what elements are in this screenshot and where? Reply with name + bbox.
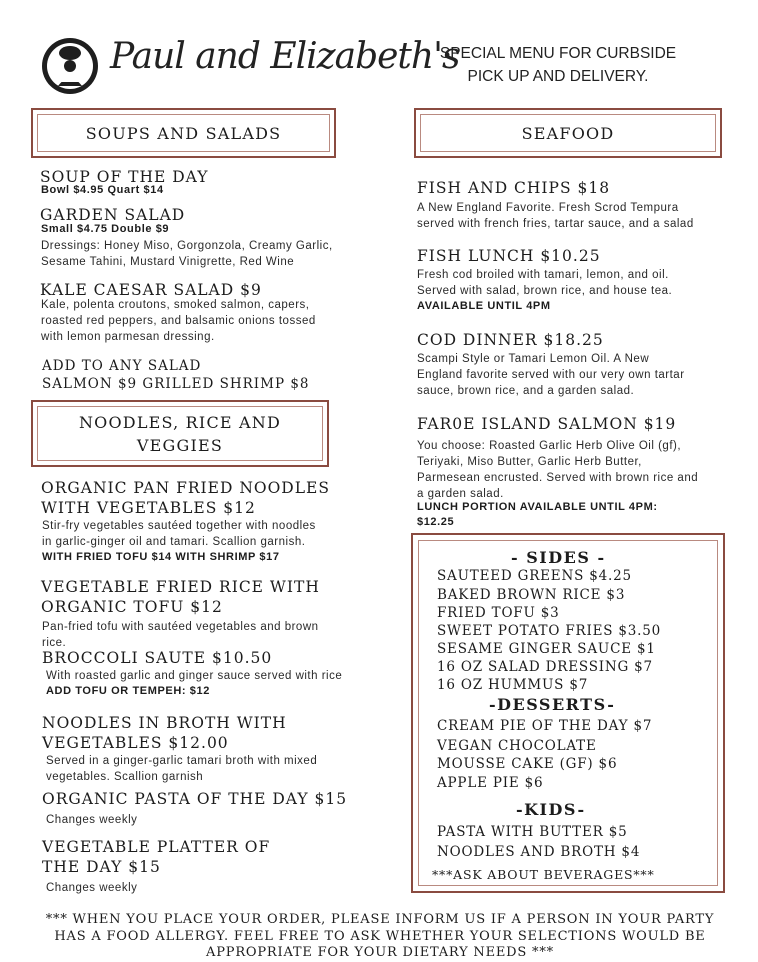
side-item: SAUTEED GREENS $4.25 bbox=[437, 568, 632, 584]
rice-desc-line: rice. bbox=[42, 637, 67, 649]
rice-title-line: VEGETABLE FRIED RICE WITH bbox=[41, 578, 320, 596]
allergy-notice bbox=[40, 912, 720, 962]
garden-salad-title: GARDEN SALAD bbox=[40, 206, 186, 224]
garden-salad-desc bbox=[41, 238, 333, 270]
soups-salads-header bbox=[31, 108, 336, 158]
sides-heading: - SIDES - bbox=[511, 548, 606, 567]
fish-desc-line: A New England Favorite. Fresh Scrod Tempura bbox=[417, 202, 679, 214]
kids-item: NOODLES AND BROTH $4 bbox=[437, 844, 641, 860]
salmon-desc bbox=[417, 438, 698, 502]
fried-rice-title bbox=[41, 577, 320, 617]
pasta-desc: Changes weekly bbox=[46, 814, 138, 826]
vegetable-platter-title bbox=[42, 837, 270, 877]
special-line-2: PICK UP AND DELIVERY. bbox=[467, 68, 649, 85]
special-line-1: SPECIAL MENU FOR CURBSIDE bbox=[439, 45, 677, 62]
rice-desc-line: Pan-fried tofu with sautéed vegetables and brown bbox=[42, 621, 319, 633]
cod-desc-line: England favorite served with our very own tartar bbox=[417, 369, 685, 381]
kids-item: PASTA WITH BUTTER $5 bbox=[437, 824, 628, 840]
broth-desc-line: Served in a ginger-garlic tamari broth with mixed bbox=[46, 755, 318, 767]
lunch-desc-line: Served with salad, brown rice, and house tea. bbox=[417, 285, 673, 297]
side-item: 16 OZ HUMMUS $7 bbox=[437, 677, 589, 693]
salmon-desc-line: a garden salad. bbox=[417, 488, 504, 500]
fried-rice-desc bbox=[42, 619, 319, 651]
seafood-header bbox=[414, 108, 722, 158]
kids-heading: -KIDS- bbox=[516, 800, 586, 819]
side-item: FRIED TOFU $3 bbox=[437, 605, 560, 621]
fish-chips-title: FISH AND CHIPS $18 bbox=[417, 179, 611, 197]
dessert-item: VEGAN CHOCOLATE bbox=[437, 738, 597, 754]
noodles-broth-title bbox=[42, 713, 287, 753]
salmon-desc-line: You choose: Roasted Garlic Herb Olive Oil (gf), bbox=[417, 440, 682, 452]
noodles-broth-desc bbox=[46, 753, 317, 785]
allergy-line: HAS A FOOD ALLERGY. FEEL FREE TO ASK WHETHER YOUR SELECTIONS WOULD BE bbox=[54, 928, 706, 944]
kale-desc-line: Kale, polenta croutons, smoked salmon, capers, bbox=[41, 299, 310, 311]
lunch-desc-line: Fresh cod broiled with tamari, lemon, and oil. bbox=[417, 269, 669, 281]
brand-name: Paul and Elizabeth's bbox=[110, 36, 460, 77]
allergy-line: *** WHEN YOU PLACE YOUR ORDER, PLEASE INFORM US IF A PERSON IN YOUR PARTY bbox=[45, 912, 715, 927]
garden-desc-line: Sesame Tahini, Mustard Vinigrette, Red Wine bbox=[41, 256, 295, 268]
beverages-note: ***ASK ABOUT BEVERAGES*** bbox=[432, 867, 655, 882]
noodles-rice-veggies-header bbox=[31, 400, 329, 467]
fish-lunch-availability: AVAILABLE UNTIL 4PM bbox=[417, 300, 551, 312]
desserts-heading: -DESSERTS- bbox=[489, 695, 616, 714]
dessert-item: MOUSSE CAKE (GF) $6 bbox=[437, 756, 618, 772]
rice-title-line: ORGANIC TOFU $12 bbox=[41, 598, 223, 616]
noodles-heading-line: VEGGIES bbox=[136, 435, 224, 455]
salmon-lunch-portion bbox=[417, 500, 658, 530]
seafood-heading: SEAFOOD bbox=[420, 114, 716, 152]
pan-desc-line: in garlic-ginger oil and tamari. Scallion garnish. bbox=[42, 536, 306, 548]
soups-salads-heading: SOUPS AND SALADS bbox=[37, 114, 330, 152]
chef-logo bbox=[40, 36, 100, 96]
broth-title-line: NOODLES IN BROTH WITH bbox=[42, 714, 287, 732]
salmon-desc-line: Parmesean encrusted. Served with brown rice and bbox=[417, 472, 699, 484]
side-item: SESAME GINGER SAUCE $1 bbox=[437, 641, 656, 657]
cod-dinner-title: COD DINNER $18.25 bbox=[417, 331, 604, 349]
pan-desc-line: Stir-fry vegetables sautéed together with noodles bbox=[42, 520, 316, 532]
broth-desc-line: vegetables. Scallion garnish bbox=[46, 771, 204, 783]
cod-desc-line: Scampi Style or Tamari Lemon Oil. A New bbox=[417, 353, 650, 365]
add-to-salad-options: SALMON $9 GRILLED SHRIMP $8 bbox=[42, 376, 310, 392]
kale-caesar-title: KALE CAESAR SALAD $9 bbox=[40, 281, 262, 299]
broccoli-saute-title: BROCCOLI SAUTE $10.50 bbox=[42, 649, 273, 667]
allergy-line: APPROPRIATE FOR YOUR DIETARY NEEDS *** bbox=[206, 945, 554, 960]
fish-lunch-desc bbox=[417, 267, 672, 299]
salmon-title: FAR0E ISLAND SALMON $19 bbox=[417, 415, 677, 433]
salmon-lunch-line: LUNCH PORTION AVAILABLE UNTIL 4PM: bbox=[417, 501, 658, 513]
kale-desc-line: with lemon parmesan dressing. bbox=[41, 331, 215, 343]
garden-salad-sizes: Small $4.75 Double $9 bbox=[41, 223, 170, 235]
broth-title-line: VEGETABLES $12.00 bbox=[42, 734, 229, 752]
side-item: BAKED BROWN RICE $3 bbox=[437, 587, 626, 603]
platter-title-line: VEGETABLE PLATTER OF bbox=[42, 838, 271, 856]
add-to-salad bbox=[42, 357, 310, 393]
add-to-salad-label: ADD TO ANY SALAD bbox=[42, 358, 202, 374]
broccoli-addons: ADD TOFU OR TEMPEH: $12 bbox=[46, 685, 210, 697]
fish-chips-desc bbox=[417, 200, 694, 232]
side-item: 16 OZ SALAD DRESSING $7 bbox=[437, 659, 653, 675]
soup-of-day-title: SOUP OF THE DAY bbox=[40, 168, 209, 186]
platter-desc: Changes weekly bbox=[46, 882, 138, 894]
pan-fried-noodles-desc bbox=[42, 518, 316, 550]
fish-desc-line: served with french fries, tartar sauce, and a salad bbox=[417, 218, 694, 230]
broccoli-saute-desc: With roasted garlic and ginger sauce served with rice bbox=[46, 670, 343, 682]
noodles-heading bbox=[37, 406, 323, 461]
kale-caesar-desc bbox=[41, 297, 316, 345]
special-menu-note bbox=[420, 42, 696, 88]
pan-fried-noodles-title bbox=[41, 478, 330, 518]
pan-title-line: WITH VEGETABLES $12 bbox=[41, 499, 256, 517]
pasta-title: ORGANIC PASTA OF THE DAY $15 bbox=[42, 790, 348, 808]
dessert-item: APPLE PIE $6 bbox=[437, 775, 544, 791]
platter-title-line: THE DAY $15 bbox=[42, 858, 161, 876]
cod-dinner-desc bbox=[417, 351, 685, 399]
salmon-lunch-price: $12.25 bbox=[417, 516, 455, 528]
side-item: SWEET POTATO FRIES $3.50 bbox=[437, 623, 662, 639]
dessert-item: CREAM PIE OF THE DAY $7 bbox=[437, 718, 653, 734]
pan-title-line: ORGANIC PAN FRIED NOODLES bbox=[41, 479, 330, 497]
cod-desc-line: sauce, brown rice, and a garden salad. bbox=[417, 385, 635, 397]
fish-lunch-title: FISH LUNCH $10.25 bbox=[417, 247, 601, 265]
kale-desc-line: roasted red peppers, and balsamic onions tossed bbox=[41, 315, 316, 327]
noodles-heading-line: NOODLES, RICE AND bbox=[78, 412, 282, 432]
soup-sizes: Bowl $4.95 Quart $14 bbox=[41, 184, 164, 196]
garden-desc-line: Dressings: Honey Miso, Gorgonzola, Creamy Garlic, bbox=[41, 240, 333, 252]
salmon-desc-line: Teriyaki, Miso Butter, Garlic Herb Butter, bbox=[417, 456, 642, 468]
pan-fried-addons: WITH FRIED TOFU $14 WITH SHRIMP $17 bbox=[42, 551, 280, 563]
